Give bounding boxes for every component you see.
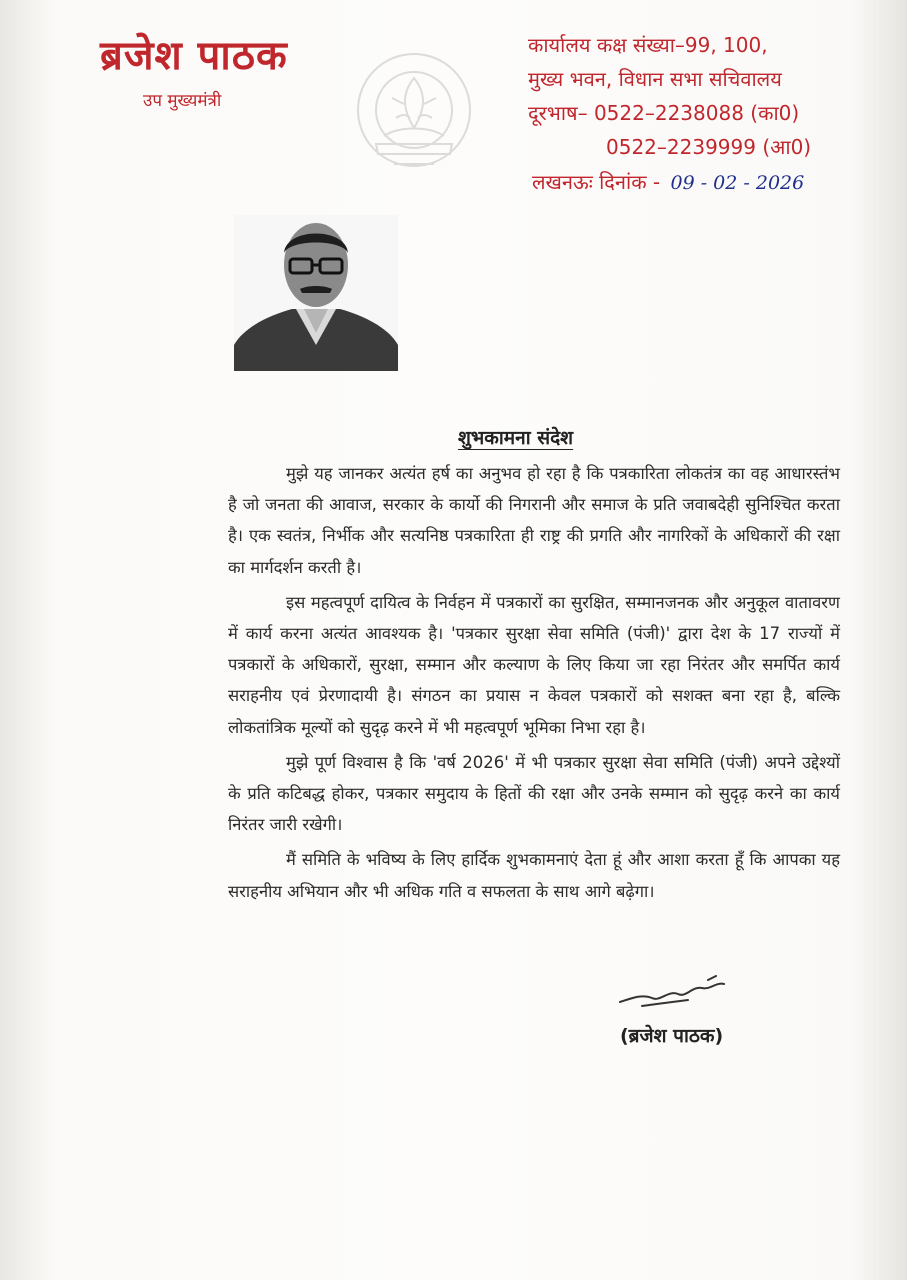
signature-icon [612, 972, 742, 1014]
message-paragraph: इस महत्वपूर्ण दायित्व के निर्वहन में पत्रकारों का सुरक्षित, सम्मानजनक और अनुकूल वातावरण में कार्य करना अत्यंत आवश्यक है। 'पत्रकार सुरक्षा सेवा समिति (पंजी)' द्वारा देश के 17 राज्यों में पत्रकारों के अधिकारों, सुरक्षा, सम्मान और कल्याण के लिए किया जा रहा निरंतर और समर्पित कार्य सराहनीय एवं प्रेरणादायी है। संगठन का प्रयास न केवल पत्रकारों को सशक्त बना रहा है, बल्कि लोकतांत्रिक मूल्यों को सुदृढ़ करने में भी महत्वपूर्ण भूमिका निभा रहा है। [228, 592, 840, 737]
state-emblem-icon [354, 48, 474, 178]
residence-phone: 0522–2239999 (आ0) [606, 135, 812, 159]
message-paragraph: मैं समिति के भविष्य के लिए हार्दिक शुभकामनाएं देता हूं और आशा करता हूँ कि आपका यह सराहनीय अभियान और भी अधिक गति व सफलता के साथ आगे बढ़ेगा। [228, 850, 840, 901]
date-label: लखनऊः दिनांक - [532, 170, 661, 194]
message-paragraph: मुझे पूर्ण विश्वास है कि 'वर्ष 2026' में भी पत्रकार सुरक्षा सेवा समिति (पंजी) अपने उद्देश्यों के प्रति कटिबद्ध होकर, पत्रकार समुदाय के हितों की रक्षा और उनके सम्मान को सुदृढ़ करने का कार्य निरंतर जारी रखेगी। [228, 752, 840, 835]
office-room: कार्यालय कक्ष संख्या–99, 100, [528, 33, 768, 57]
date-row [532, 168, 804, 195]
date-value: 09 - 02 - 2026 [670, 172, 805, 194]
signatory-name: (ब्रजेश पाठक) [620, 1025, 724, 1047]
message-heading: शुभकामना संदेश [458, 427, 574, 449]
message-paragraph: मुझे यह जानकर अत्यंत हर्ष का अनुभव हो रहा है कि पत्रकारिता लोकतंत्र का वह आधारस्तंभ है जो जनता की आवाज, सरकार के कार्यो की निगरानी और समाज के प्रति जवाबदेही सुनिश्चित करता है। एक स्वतंत्र, निर्भीक और सत्यनिष्ठ पत्रकारिता ही राष्ट्र की प्रगति और नागरिकों के अधिकारों की रक्षा का मार्गदर्शन करती है। [228, 464, 840, 577]
office-phone: दूरभाष– 0522–2238088 (का0) [528, 101, 800, 125]
letterhead-name: ब्रजेश पाठक [100, 33, 288, 79]
office-address [528, 28, 898, 164]
office-building: मुख्य भवन, विधान सभा सचिवालय [528, 67, 782, 91]
portrait-photo-icon [234, 215, 398, 371]
letterhead-designation: उप मुख्यमंत्री [143, 91, 222, 111]
message-body [228, 458, 840, 907]
